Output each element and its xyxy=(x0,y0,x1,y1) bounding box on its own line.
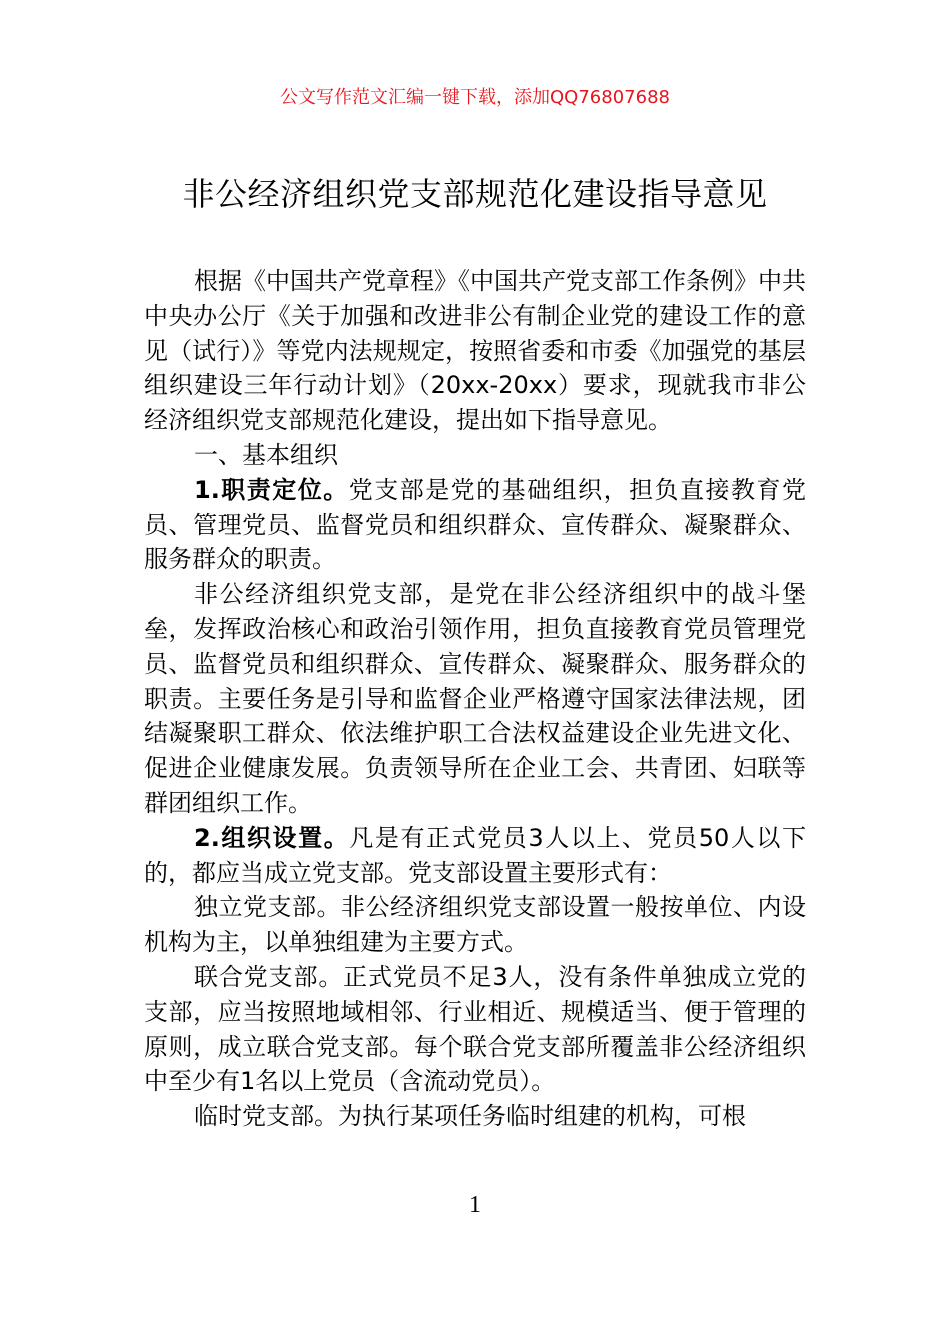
paragraph-temporary-branch: 临时党支部。为执行某项任务临时组建的机构，可根 xyxy=(194,1102,746,1131)
paragraph-organization-setup xyxy=(144,821,806,891)
paragraph-responsibility xyxy=(144,473,806,577)
paragraph-nonpublic-branch: 非公经济组织党支部，是党在非公经济组织中的战斗堡垒，发挥政治核心和政治引领作用，担负直接教育党员管理党员、监督党员和组织群众、宣传群众、凝聚群众、服务群众的职责。主要任务是引导和监督企业严格遵守国家法律法规，团结凝聚职工群众、依法维护职工合法权益建设企业先进文化、促进企业健康发展。负责领导所在企业工会、共青团、妇联等群团组织工作。 xyxy=(144,580,806,817)
document-title: 非公经济组织党支部规范化建设指导意见 xyxy=(182,175,768,213)
item-heading-responsibility: 1.职责定位。 xyxy=(194,475,349,504)
paragraph-independent-branch: 独立党支部。非公经济组织党支部设置一般按单位、内设机构为主，以单独组建为主要方式。 xyxy=(144,893,806,957)
paragraph-joint-branch: 联合党支部。正式党员不足3人，没有条件单独成立党的支部，应当按照地域相邻、行业相近、规模适当、便于管理的原则，成立联合党支部。每个联合党支部所覆盖非公经济组织中至少有1名以上党员（含流动党员）。 xyxy=(144,962,806,1096)
document-body xyxy=(144,264,806,1134)
download-banner: 公文写作范文汇编一键下载，添加QQ76807688 xyxy=(280,87,670,108)
paragraph-intro: 根据《中国共产党章程》《中国共产党支部工作条例》中共中央办公厅《关于加强和改进非公有制企业党的建设工作的意见（试行）》等党内法规规定，按照省委和市委《加强党的基层组织建设三年行动计划》（20xx-20xx）要求，现就我市非公经济组织党支部规范化建设，提出如下指导意见。 xyxy=(144,267,806,435)
item-body-responsibility: 党支部是党的基础组织，担负直接教育党员、管理党员、监督党员和组织群众、宣传群众、凝聚群众、服务群众的职责。 xyxy=(144,475,806,574)
item-heading-organization-setup: 2.组织设置。 xyxy=(194,823,350,852)
item-body-organization-setup: 凡是有正式党员3人以上、党员50人以下的，都应当成立党支部。党支部设置主要形式有： xyxy=(144,823,806,887)
section-heading-basic-organization: 一、基本组织 xyxy=(194,440,338,469)
page-number: 1 xyxy=(469,1192,481,1218)
